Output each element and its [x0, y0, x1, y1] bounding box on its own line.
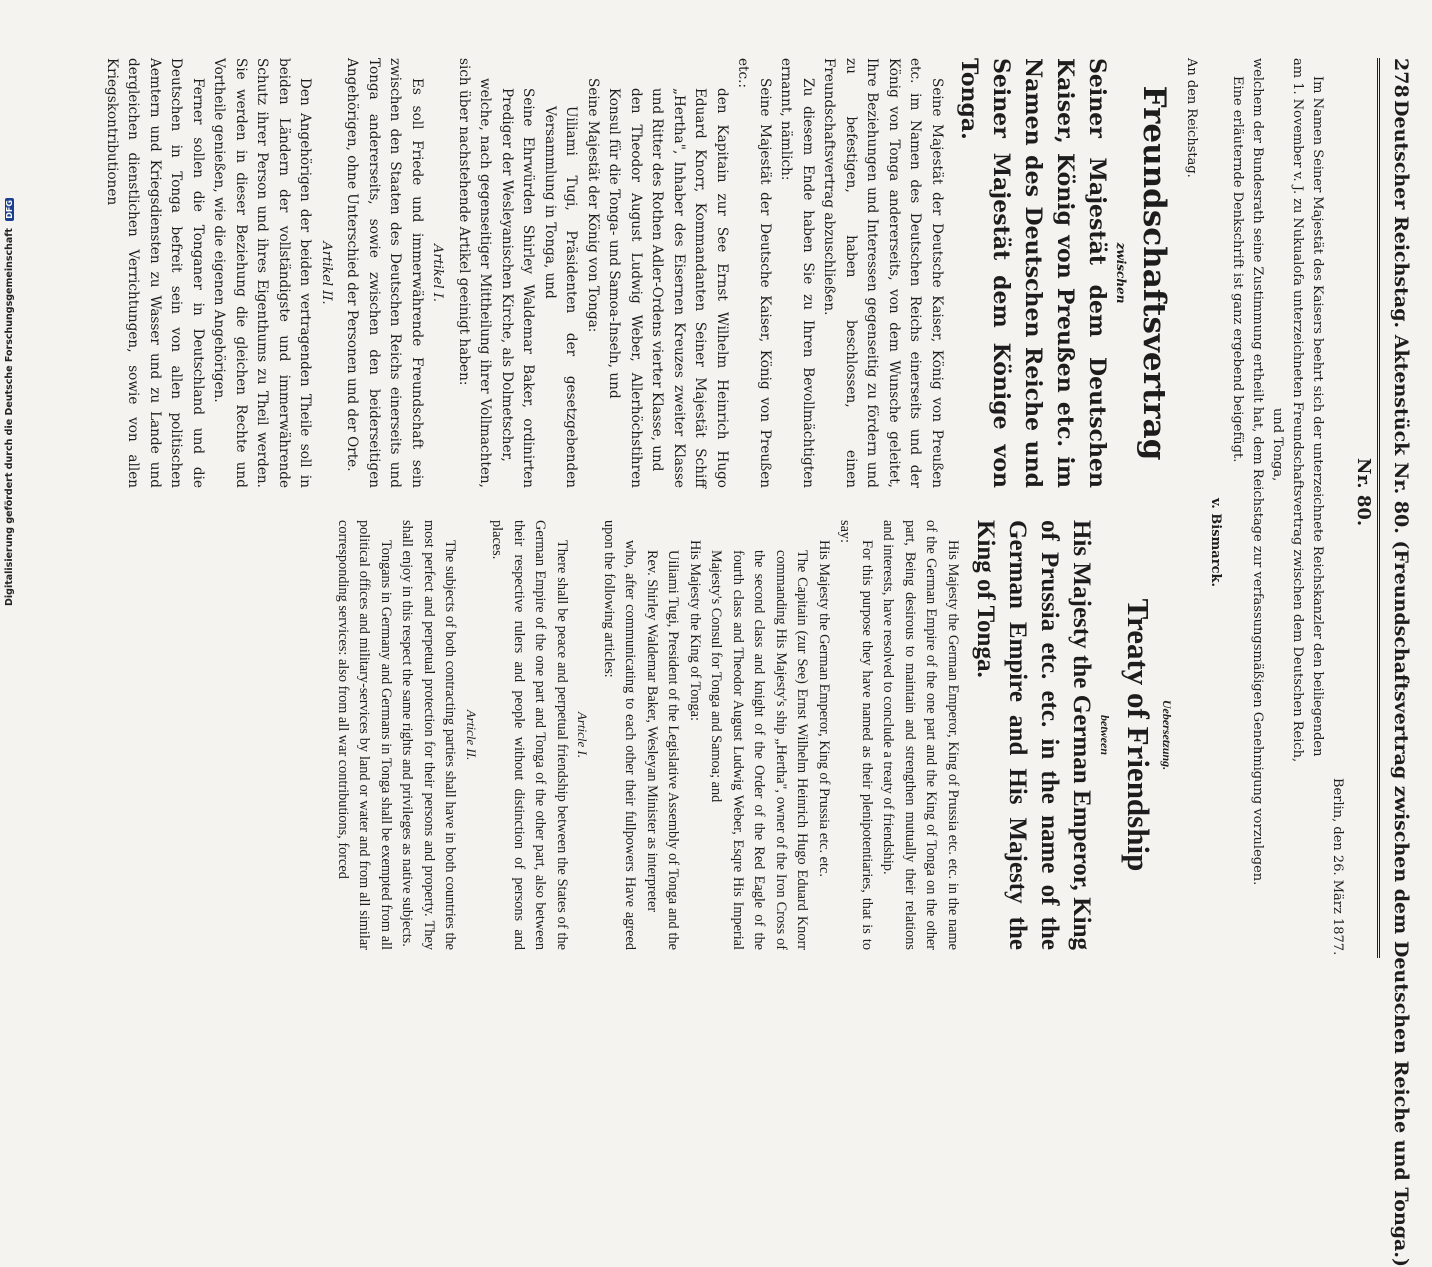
- credit-text: Digitalisierung gefördert durch die Deutsche Forschungsgemeinschaft: [4, 228, 15, 606]
- german-parties: Seiner Majestät dem Deutschen Kaiser, König von Preußen etc. im Namen des Deutschen Reiche und Seiner Majestät dem Könige von Tonga.: [956, 58, 1110, 488]
- preamble-line: und Tonga,: [1270, 408, 1285, 482]
- english-article-heading: Article I.: [575, 711, 591, 759]
- english-emperor: His Majesty the German Emperor, King of Prussia etc. etc.: [816, 540, 832, 877]
- german-plenipotentiary: den Kapitain zur See Ernst Wilhelm Heinrich Hugo Eduard Knorr, Kommandanten Seiner Majestät Schiff „Hertha", Inhaber des Eisernen Kreuzes zweiter Klasse und Ritter des Rothen Adler-Ordens vierter Klasse, und: [649, 88, 730, 488]
- german-emperor: Seine Majestät der Deutsche Kaiser, König von Preußen etc.:: [735, 58, 773, 488]
- rotated-page: [104, 58, 1420, 1267]
- preamble: [1176, 58, 1376, 958]
- german-plenipotentiary: den Theodor August Ludwig Weber, Allerhöchstihren Konsul für die Tonga- und Samoa-Inseln, und: [606, 88, 644, 488]
- preamble-line: am 1. November v. J. zu Nukualofa unterzeichneten Freundschaftsvertrag zwischen dem Deutschen Reich,: [1290, 58, 1305, 763]
- preamble-line: Im Namen Seiner Majestät des Kaisers beehrt sich der unterzeichnete Reichskanzler den beiliegenden: [1310, 76, 1325, 757]
- german-column: [104, 58, 1175, 488]
- translation-label: Uebersetzung.: [1160, 699, 1174, 771]
- page-number: 278: [1390, 58, 1412, 98]
- german-zwischen: zwischen: [1114, 242, 1128, 304]
- english-article-text: Tongans in Germany and Germans in Tonga shall be exempted from all political offices and military-services by land or water and from all similar corresponding services: also from all war contributions, forced: [335, 520, 394, 950]
- english-plenipotentiary: Uiliami Tugi, President of the Legislative Assembly of Tonga and the Rev. Shirley Waldemar Baker, Wesleyan Minister as interpreter: [644, 550, 682, 950]
- running-title: Deutscher Reichstag. Aktenstück Nr. 80. (Freundschaftsvertrag zwischen dem Deutschen Reiche und Tonga.): [1390, 100, 1412, 1267]
- english-article-heading: Article II.: [464, 709, 479, 761]
- english-article-text: The subjects of both contracting parties shall have in both countries the most perfect and perpetual protection for their persons and property. They shall enjoy in this respect the same rights and privileges as native subjects.: [399, 520, 459, 950]
- dfg-logo: DFG: [5, 200, 14, 219]
- german-article-text: Es soll Friede und immerwährende Freundschaft sein zwischen den Staaten des Deutschen Reichs einerseits und Tonga andererseits, sowie zwischen den beiderseitigen Angehörigen, ohne Unterschied der Personen und der Orte.: [344, 58, 425, 488]
- german-article-text: Ferner sollen die Tonganer in Deutschland und die Deutschen in Tonga befreit sein von allen politischen Aemtern und Kriegsdiensten zu Wasser und zu Lande und dergleichen dienstlichen Verrichtungen, sowie von allen Kriegskontributionen: [104, 58, 206, 488]
- german-plenipotentiary: Seine Ehrwürden Shirley Waldemar Baker, ordinirten Prediger der Wesleyanischen Kirche, als Dolmetscher,: [499, 88, 537, 488]
- german-king: Seine Majestät der König von Tonga:: [585, 78, 601, 333]
- english-king: His Majesty the King of Tonga:: [687, 540, 703, 722]
- english-plenipotentiary: The Capitain (zur See) Ernst Wilhelm Heinrich Hugo Eduard Knorr commanding His Majesty's ship „Hertha", owner of the Iron Cross of the second class and knight of the Order of the Red Eagle of the fourth class and Theodor August Ludwig Weber, Esqre His Imperial Majesty's Consul for Tonga and Samoa; and: [708, 550, 811, 950]
- preamble-line: Eine erläuternde Denkschrift ist ganz ergebend beigefügt.: [1230, 76, 1245, 463]
- english-column: [120, 520, 1175, 950]
- german-paragraph: welche, nach gegenseitiger Mittheilung ihrer Vollmachten, sich über nachstehende Artikel geeinigt haben:: [456, 58, 494, 488]
- addressee: An den Reichstag.: [1184, 58, 1199, 178]
- german-title: Freundschaftsvertrag: [1136, 85, 1172, 461]
- english-between: between: [1098, 715, 1112, 755]
- german-article-text: Den Angehörigen der beiden vertragenden Theile soll in beiden Ländern der vollständigste und immerwährende Schutz ihrer Person und ihres Eigenthums zu Theil werden. Sie werden in dieser Beziehung die gleichen Rechte und Vortheile genießen, wie die eigenen Angehörigen.: [211, 58, 314, 488]
- page-header: [1377, 58, 1420, 1267]
- english-article-text: There shall be peace and perpetual friendship between the States of the German Empire of the one part and Tonga of the other part, also between their respective rulers and people without distinction of persons and places.: [489, 520, 570, 950]
- preamble-line: welchem der Bundesrath seine Zustimmung ertheilt hat, dem Reichstage zur verfassungsmäßigen Genehmigung vorzulegen.: [1250, 58, 1265, 886]
- signature: v. Bismarck.: [1208, 498, 1223, 588]
- german-plenipotentiary: Uiliami Tugi, Präsidenten der gesetzgebenden Versammlung in Tonga, und: [542, 106, 580, 488]
- english-paragraph: who, after communicating to each other their fullpowers Have agreed upon the following articles:: [601, 520, 639, 950]
- english-title: Treaty of Friendship: [1121, 598, 1156, 872]
- english-parties: His Majesty the German Emperor, King of Prussia etc. etc. in the name of the German Empire and His Majesty the King of Tonga.: [972, 520, 1095, 950]
- document-number: Nr. 80.: [1353, 458, 1374, 527]
- german-paragraph: Seine Majestät der Deutsche Kaiser, König von Preußen etc. im Namen des Deutschen Reichs einerseits und der König von Tonga andererseits, von dem Wunsche geleitet, Ihre Beziehungen und Interessen gegenseitig zu fördern und zu befestigen, haben beschlossen, einen Freundschaftsvertrag abzuschließen.: [821, 58, 945, 488]
- german-article-heading: Artikel II.: [319, 241, 334, 305]
- digitization-credit: [4, 198, 15, 606]
- english-paragraph: For this purpose they have named as their plenipotentiaries, that is to say:: [837, 520, 875, 950]
- german-paragraph: Zu diesem Ende haben Sie zu Ihren Bevollmächtigten ernannt, nämlich:: [778, 58, 816, 488]
- german-article-heading: Artikel I.: [430, 243, 446, 303]
- place-date: Berlin, den 26. März 1877.: [1330, 778, 1345, 956]
- english-paragraph: His Majesty the German Emperor, King of Prussia etc. etc. in the name of the German Empire of the one part and the King of Tonga on the other part, Being desirous to maintain and strengthen mutually their relations and interests, have resolved to conclude a treaty of friendship.: [880, 520, 961, 950]
